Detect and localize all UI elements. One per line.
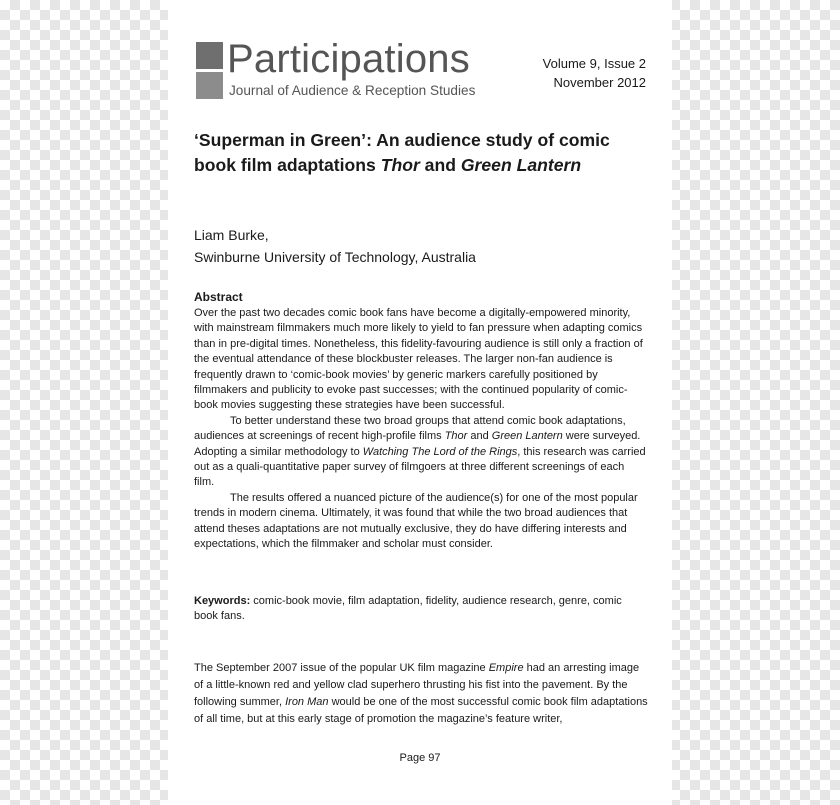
keywords-text: comic-book movie, film adaptation, fidelity, audience research, genre, comic book fans. bbox=[194, 595, 622, 623]
abstract-heading: Abstract bbox=[194, 290, 243, 304]
volume-issue: Volume 9, Issue 2 bbox=[542, 56, 646, 71]
body-text-a: The September 2007 issue of the popular UK film magazine bbox=[194, 662, 489, 674]
journal-page bbox=[168, 0, 672, 805]
title-italic-green-lantern: Green Lantern bbox=[460, 155, 582, 175]
author-block bbox=[194, 224, 476, 268]
body-text-c: would be one of the most successful comic book film adaptations of all time, but at this early stage of promotion the magazine’s feature writer, bbox=[194, 696, 648, 725]
article-title bbox=[194, 128, 634, 178]
abstract-p2-and: and bbox=[467, 430, 492, 443]
abstract-p2-green-lantern: Green Lantern bbox=[491, 430, 563, 443]
issue-info bbox=[543, 54, 646, 92]
body-iron-man: Iron Man bbox=[285, 696, 329, 708]
abstract-p2-method: were surveyed. Adopting a similar methodology to bbox=[194, 430, 641, 458]
abstract-section bbox=[194, 289, 646, 553]
abstract-p2-text: To better understand these two broad groups that attend comic book adaptations, audiences at screenings of recent high-profile films bbox=[194, 414, 626, 443]
abstract-p2-thor: Thor bbox=[444, 430, 468, 443]
issue-date: November 2012 bbox=[553, 75, 646, 90]
body-paragraph bbox=[194, 660, 650, 728]
abstract-paragraph-2 bbox=[194, 414, 646, 491]
journal-name: Participations bbox=[227, 37, 470, 81]
body-text-b: had an arresting image of a little-known red and yellow clad superhero thrusting his fist into the pavement. By the following summer, bbox=[194, 662, 640, 708]
author-affiliation: Swinburne University of Technology, Australia bbox=[194, 249, 476, 265]
keywords-section bbox=[194, 594, 634, 625]
title-text-and: and bbox=[419, 155, 461, 175]
keywords-label: Keywords: bbox=[194, 595, 251, 607]
title-text: ‘Superman in Green’: An audience study of comic book film adaptations bbox=[194, 130, 610, 175]
journal-logo-icon bbox=[196, 42, 223, 99]
author-name: Liam Burke, bbox=[194, 227, 269, 243]
abstract-paragraph-1: Over the past two decades comic book fans have become a digitally-empowered minority, with mainstream filmmakers much more likely to yield to fan pressure when adapting comics than in pre-digital times. Nonetheless, this fidelity-favouring audience is still only a fraction of the eventual attendance of these blockbuster releases. The larger non-fan audience is frequently drawn to ‘comic-book movies’ by generic markers carefully positioned by filmmakers and publicity to evoke past successes; with the continued popularity of comic-book movies suggesting these strategies have been successful. bbox=[194, 307, 643, 412]
journal-subtitle: Journal of Audience & Reception Studies bbox=[229, 83, 476, 98]
body-empire: Empire bbox=[488, 662, 524, 674]
title-italic-thor: Thor bbox=[380, 155, 420, 175]
abstract-p2-lotr: Watching The Lord of the Rings bbox=[362, 445, 518, 458]
abstract-paragraph-3: The results offered a nuanced picture of the audience(s) for one of the most popular trends in modern cinema. Ultimately, it was found that while the two broad audiences that attend theses adaptations are not mutually exclusive, they do have differing interests and expectations, which the filmmaker and scholar must consider. bbox=[194, 491, 638, 551]
abstract-p2-end: , this research was carried out as a quali-quantitative paper survey of filmgoers at three different screenings of each film. bbox=[194, 445, 646, 489]
page-number: Page 97 bbox=[399, 752, 441, 764]
